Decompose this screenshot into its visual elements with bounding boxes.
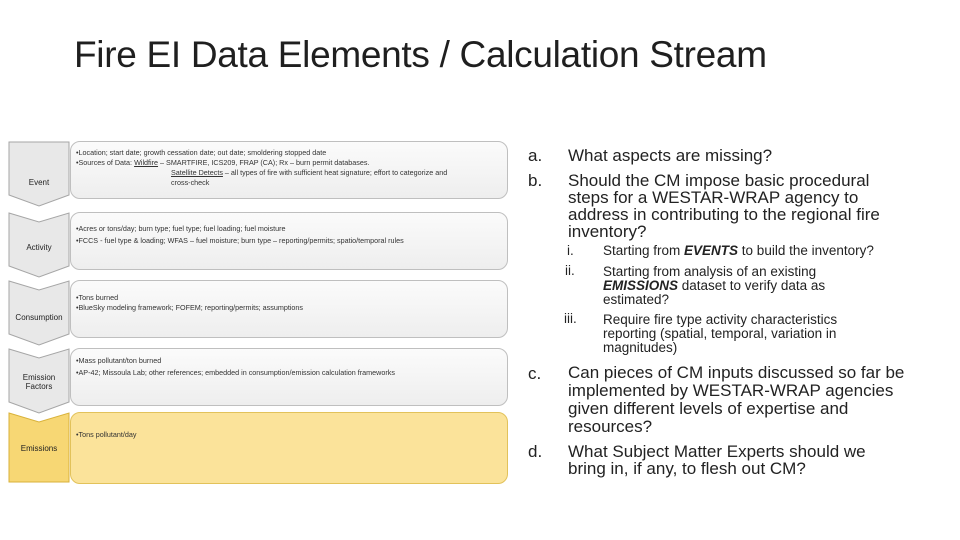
activity-bullet-1: •Acres or tons/day; burn type; fuel type; fuel loading; fuel moisture	[76, 224, 286, 233]
stage-label-emission-factors: Emission Factors	[22, 373, 56, 391]
stage-arrow-event	[8, 141, 70, 207]
question-c-line-2: implemented by WESTAR-WRAP agencies	[568, 381, 894, 400]
question-c-line-4: resources?	[568, 417, 653, 436]
question-b-i-marker: i.	[567, 243, 574, 258]
question-b-iii-line-1: Require fire type activity characteristics	[603, 312, 838, 327]
consumption-bullet-2: •BlueSky modeling framework; FOFEM; reporting/permits; assumptions	[76, 303, 304, 312]
question-b-i-text: Starting from EVENTS to build the inventory?	[603, 243, 874, 258]
question-d-line-1: What Subject Matter Experts should we	[568, 442, 866, 461]
question-b-line-1: Should the CM impose basic procedural	[568, 171, 870, 190]
question-b-line-4: inventory?	[568, 222, 647, 241]
question-c-line-1: Can pieces of CM inputs discussed so far be	[568, 363, 905, 382]
activity-bullet-2: •FCCS - fuel type & loading; WFAS – fuel moisture; burn type – reporting/permits; spatio/temporal rules	[76, 236, 404, 245]
question-d-line-2: bring in, if any, to flesh out CM?	[568, 459, 806, 478]
event-bullet-2-cont: Satellite Detects – all types of fire with sufficient heat signature; effort to categorize and	[171, 168, 448, 177]
question-b-ii-marker: ii.	[565, 263, 575, 278]
question-b-iii-line-2: reporting (spatial, temporal, variation in	[603, 326, 837, 341]
event-bullet-1: •Location; start date; growth cessation date; out date; smoldering stopped date	[76, 148, 327, 157]
stage-box-emissions	[70, 412, 508, 484]
question-c-line-3: given different levels of expertise and	[568, 399, 849, 418]
question-b-line-3: address in contributing to the regional fire	[568, 205, 880, 224]
question-b-iii-marker: iii.	[564, 311, 577, 326]
event-bullet-2-cont2: cross-check	[171, 178, 210, 187]
stage-label-consumption: Consumption	[15, 313, 63, 322]
question-b-line-2: steps for a WESTAR-WRAP agency to	[568, 188, 859, 207]
page-title: Fire EI Data Elements / Calculation Stream	[74, 34, 767, 75]
question-b-ii-line-2: EMISSIONS dataset to verify data as	[603, 278, 826, 293]
question-d-marker: d.	[528, 442, 543, 461]
emissions-bullet-1: •Tons pollutant/day	[76, 430, 137, 439]
stage-label-activity: Activity	[26, 243, 52, 252]
stage-label-emissions: Emissions	[20, 444, 58, 453]
emission-factors-bullet-1: •Mass pollutant/ton burned	[76, 356, 162, 365]
emission-factors-bullet-2: •AP-42; Missoula Lab; other references; embedded in consumption/emission calculation frameworks	[76, 368, 395, 377]
question-b-marker: b.	[528, 171, 543, 190]
question-b-ii-line-1: Starting from analysis of an existing	[603, 264, 817, 279]
question-a-marker: a.	[528, 146, 543, 165]
stage-label-event: Event	[28, 178, 50, 187]
question-a-text: What aspects are missing?	[568, 146, 773, 165]
event-bullet-2: •Sources of Data: Wildfire – SMARTFIRE, ICS209, FRAP (CA); Rx – burn permit databases.	[76, 158, 370, 167]
question-c-marker: c.	[528, 364, 542, 383]
question-b-ii-line-3: estimated?	[603, 292, 670, 307]
question-b-iii-line-3: magnitudes)	[603, 340, 678, 355]
consumption-bullet-1: •Tons burned	[76, 293, 119, 302]
